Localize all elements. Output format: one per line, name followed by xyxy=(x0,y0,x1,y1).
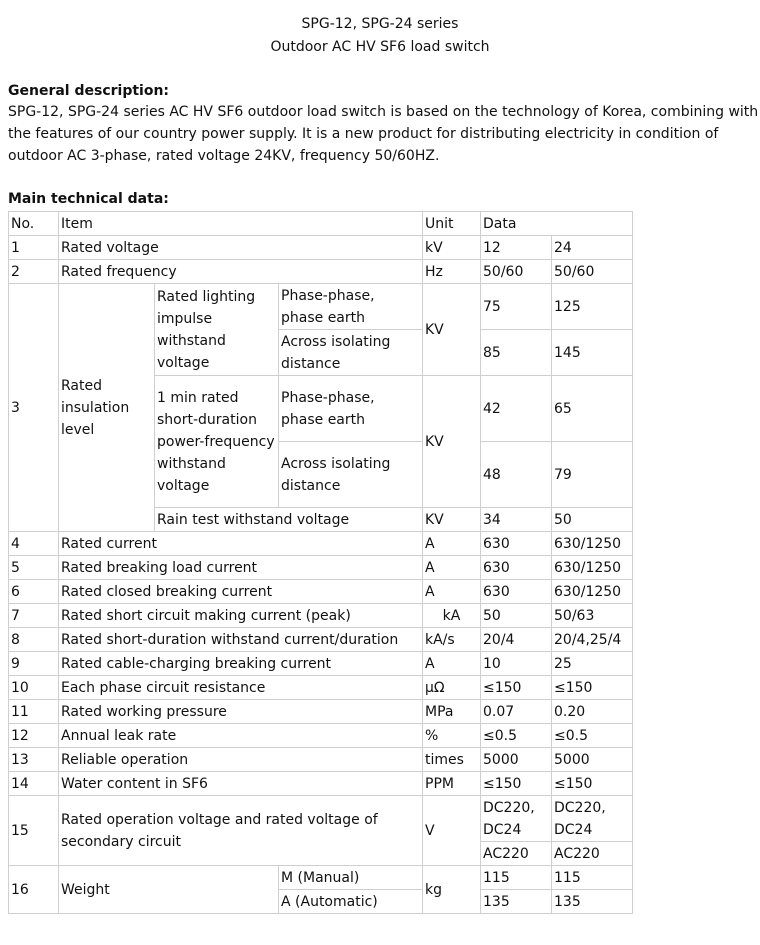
table-row xyxy=(9,236,633,260)
general-description-heading: General description: xyxy=(8,83,170,99)
general-description-text: SPG-12, SPG-24 series AC HV SF6 outdoor load switch is based on the technology of Korea, combining with the features of our country power supply. It is a new product for distributing electricity in condition of outdoor AC 3-phase, rated voltage 24KV, frequency 50/60HZ. xyxy=(8,104,759,164)
row-data-24kv: 5000 xyxy=(552,748,633,772)
power-frequency-pp-12kv: 42 xyxy=(481,376,552,442)
row-data-24kv: 20/4,25/4 xyxy=(552,628,633,652)
rain-test-label: Rain test withstand voltage xyxy=(155,508,423,532)
row-unit: A xyxy=(423,532,481,556)
row-unit: μΩ xyxy=(423,676,481,700)
table-row xyxy=(9,532,633,556)
row-data-24kv: ≤150 xyxy=(552,772,633,796)
table-row xyxy=(9,676,633,700)
row-data-24kv: 630/1250 xyxy=(552,580,633,604)
row-data-24kv-dc: DC220, DC24 xyxy=(552,796,633,842)
header-data: Data xyxy=(481,212,633,236)
rain-test-24kv: 50 xyxy=(552,508,633,532)
header-item: Item xyxy=(59,212,423,236)
row-item: Rated operation voltage and rated voltage of secondary circuit xyxy=(59,796,423,866)
table-row xyxy=(9,700,633,724)
row-data-24kv: ≤150 xyxy=(552,676,633,700)
lightning-ai-24kv: 145 xyxy=(552,330,633,376)
row-no: 14 xyxy=(9,772,59,796)
technical-data-heading: Main technical data: xyxy=(8,191,169,207)
row-item: Rated current xyxy=(59,532,423,556)
power-frequency-ai-24kv: 79 xyxy=(552,442,633,508)
table-row xyxy=(9,556,633,580)
row-no: 11 xyxy=(9,700,59,724)
row-item: Annual leak rate xyxy=(59,724,423,748)
row-data-24kv: 24 xyxy=(552,236,633,260)
table-row xyxy=(9,284,633,330)
row-no: 8 xyxy=(9,628,59,652)
page-title-line2: Outdoor AC HV SF6 load switch xyxy=(270,39,490,55)
row-no: 12 xyxy=(9,724,59,748)
row-no: 2 xyxy=(9,260,59,284)
row-unit: kg xyxy=(423,866,481,914)
row-data-12kv: ≤0.5 xyxy=(481,724,552,748)
weight-manual-label: M (Manual) xyxy=(279,866,423,890)
row-item: Rated voltage xyxy=(59,236,423,260)
row-data-12kv: ≤150 xyxy=(481,676,552,700)
row-no: 6 xyxy=(9,580,59,604)
header-unit: Unit xyxy=(423,212,481,236)
technical-data-table xyxy=(8,211,633,914)
row-unit: PPM xyxy=(423,772,481,796)
row-item: Reliable operation xyxy=(59,748,423,772)
table-row xyxy=(9,724,633,748)
header-no: No. xyxy=(9,212,59,236)
row-data-12kv: 10 xyxy=(481,652,552,676)
row-item: Rated frequency xyxy=(59,260,423,284)
row-item: Each phase circuit resistance xyxy=(59,676,423,700)
row-unit: A xyxy=(423,652,481,676)
row-data-12kv: 5000 xyxy=(481,748,552,772)
weight-manual-24kv: 115 xyxy=(552,866,633,890)
row-no: 4 xyxy=(9,532,59,556)
weight-automatic-12kv: 135 xyxy=(481,890,552,914)
row-no: 9 xyxy=(9,652,59,676)
table-row xyxy=(9,604,633,628)
row-no: 5 xyxy=(9,556,59,580)
row-item: Rated working pressure xyxy=(59,700,423,724)
row-data-12kv-dc: DC220, DC24 xyxy=(481,796,552,842)
lightning-ai-12kv: 85 xyxy=(481,330,552,376)
row-data-12kv: 630 xyxy=(481,532,552,556)
row-item: Rated cable-charging breaking current xyxy=(59,652,423,676)
row-data-12kv: 50 xyxy=(481,604,552,628)
row-data-24kv: 25 xyxy=(552,652,633,676)
row-unit: MPa xyxy=(423,700,481,724)
rain-test-12kv: 34 xyxy=(481,508,552,532)
row-data-12kv-ac: AC220 xyxy=(481,842,552,866)
power-frequency-label: 1 min rated short-duration power-frequency withstand voltage xyxy=(155,376,279,508)
row-item: Rated breaking load current xyxy=(59,556,423,580)
row-item: Rated closed breaking current xyxy=(59,580,423,604)
table-row xyxy=(9,652,633,676)
row-unit: A xyxy=(423,580,481,604)
row-no: 1 xyxy=(9,236,59,260)
weight-manual-12kv: 115 xyxy=(481,866,552,890)
table-row xyxy=(9,866,633,890)
row-data-12kv: ≤150 xyxy=(481,772,552,796)
table-row xyxy=(9,260,633,284)
lightning-impulse-label: Rated lighting impulse withstand voltage xyxy=(155,284,279,376)
row-data-12kv: 12 xyxy=(481,236,552,260)
row-no: 15 xyxy=(9,796,59,866)
power-frequency-unit: KV xyxy=(423,376,481,508)
weight-automatic-label: A (Automatic) xyxy=(279,890,423,914)
row-unit: kA/s xyxy=(423,628,481,652)
across-isolating-label: Across isolating distance xyxy=(279,442,423,508)
row-data-24kv: ≤0.5 xyxy=(552,724,633,748)
row-data-12kv: 630 xyxy=(481,556,552,580)
row-item: Water content in SF6 xyxy=(59,772,423,796)
row-item: Rated short-duration withstand current/duration xyxy=(59,628,423,652)
row-unit: Hz xyxy=(423,260,481,284)
row-item: Rated short circuit making current (peak) xyxy=(59,604,423,628)
table-row xyxy=(9,796,633,842)
row-data-24kv: 630/1250 xyxy=(552,532,633,556)
table-row xyxy=(9,628,633,652)
row-unit: kV xyxy=(423,236,481,260)
row-data-12kv: 50/60 xyxy=(481,260,552,284)
across-isolating-label: Across isolating distance xyxy=(279,330,423,376)
lightning-unit: KV xyxy=(423,284,481,376)
row-unit: % xyxy=(423,724,481,748)
phase-phase-label: Phase-phase, phase earth xyxy=(279,376,423,442)
row-data-24kv-ac: AC220 xyxy=(552,842,633,866)
row-data-24kv: 50/63 xyxy=(552,604,633,628)
lightning-pp-24kv: 125 xyxy=(552,284,633,330)
row-no: 10 xyxy=(9,676,59,700)
row-no: 13 xyxy=(9,748,59,772)
row-unit: V xyxy=(423,796,481,866)
rain-test-unit: KV xyxy=(423,508,481,532)
table-header-row xyxy=(9,212,633,236)
row-item: Weight xyxy=(59,866,279,914)
row-data-12kv: 0.07 xyxy=(481,700,552,724)
row-unit: times xyxy=(423,748,481,772)
row-unit: A xyxy=(423,556,481,580)
row-data-12kv: 630 xyxy=(481,580,552,604)
row-no: 3 xyxy=(9,284,59,532)
table-row xyxy=(9,580,633,604)
power-frequency-pp-24kv: 65 xyxy=(552,376,633,442)
weight-automatic-24kv: 135 xyxy=(552,890,633,914)
row-no: 7 xyxy=(9,604,59,628)
table-row xyxy=(9,772,633,796)
page-title-line1: SPG-12, SPG-24 series xyxy=(301,16,459,32)
row-data-24kv: 50/60 xyxy=(552,260,633,284)
row-data-24kv: 0.20 xyxy=(552,700,633,724)
insulation-level-label: Rated insulation level xyxy=(59,284,155,532)
table-row xyxy=(9,748,633,772)
row-unit: kA xyxy=(423,604,481,628)
row-data-12kv: 20/4 xyxy=(481,628,552,652)
row-no: 16 xyxy=(9,866,59,914)
lightning-pp-12kv: 75 xyxy=(481,284,552,330)
row-data-24kv: 630/1250 xyxy=(552,556,633,580)
power-frequency-ai-12kv: 48 xyxy=(481,442,552,508)
phase-phase-label: Phase-phase, phase earth xyxy=(279,284,423,330)
